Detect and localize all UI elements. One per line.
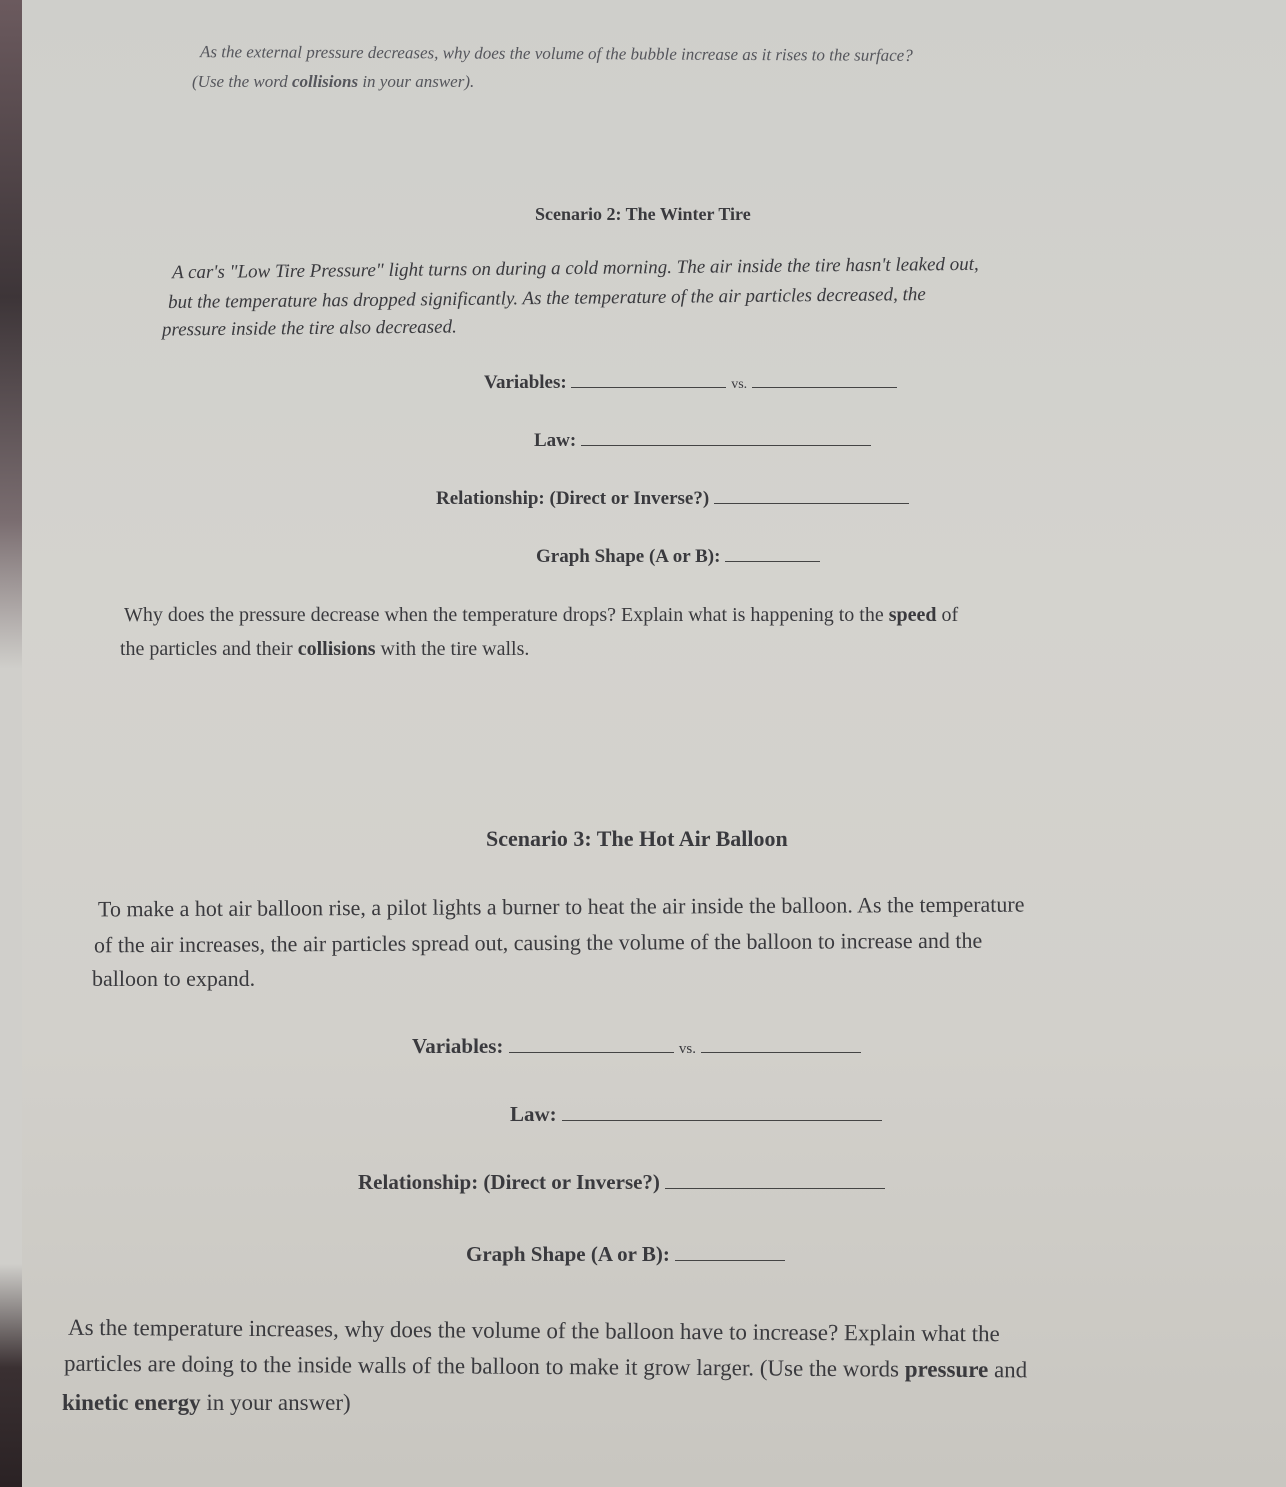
variable-2-blank[interactable] [701,1052,861,1053]
relationship-row [436,488,909,510]
text: in your answer) [200,1390,351,1415]
variable-2-blank[interactable] [752,387,897,388]
vs-text: vs. [731,377,748,392]
graph-blank[interactable] [675,1260,785,1261]
vs-text: vs. [678,1041,696,1057]
keyword: collisions [297,638,376,660]
law-row [510,1102,882,1127]
relationship-blank[interactable] [665,1188,885,1189]
text: (Use the word [192,72,292,91]
keyword: kinetic energy [62,1390,201,1415]
question-instruction [192,72,474,92]
label: Law: [510,1102,557,1126]
paragraph-line: but the temperature has dropped significantly. As the temperature of the air particles decreased, the [167,284,926,313]
law-row [534,430,871,452]
question-line [62,1390,351,1416]
paragraph-line: of the air increases, the air particles spread out, causing the volume of the balloon to increase and the [93,927,983,958]
text: and [988,1357,1028,1383]
scenario-title: Scenario 3: The Hot Air Balloon [486,826,788,851]
question-text: As the external pressure decreases, why does the volume of the bubble increase as it rises to the surface? [199,42,913,65]
question-line: As the temperature increases, why does the volume of the balloon have to increase? Explain what the [67,1314,1000,1347]
label: Graph Shape (A or B): [466,1242,670,1266]
paragraph-line: To make a hot air balloon rise, a pilot lights a burner to heat the air inside the balloon. As the temperature [97,891,1025,922]
variable-1-blank[interactable] [571,387,726,388]
keyword: collisions [291,72,359,91]
graph-blank[interactable] [725,561,820,562]
graph-row [536,546,820,568]
scenario-title: Scenario 2: The Winter Tire [535,204,751,224]
keyword: speed [888,604,937,626]
label: Graph Shape (A or B): [536,546,721,567]
law-blank[interactable] [562,1120,882,1121]
label: Variables: [412,1034,504,1058]
paragraph-line: balloon to expand. [92,966,256,991]
variables-row [484,372,897,394]
text: in your answer). [358,72,475,91]
question-line [64,1351,1027,1384]
variables-row [412,1034,861,1059]
question-line [120,638,529,661]
text: the particles and their [120,638,298,660]
photo-edge [0,0,22,1487]
question-line [124,604,958,627]
text: of [936,604,959,626]
paragraph-line: A car's "Low Tire Pressure" light turns on during a cold morning. The air inside the tire hasn't leaked out, [171,253,979,284]
label: Law: [534,430,577,451]
text: particles are doing to the inside walls of the balloon to make it grow larger. (Use the words [63,1350,905,1382]
law-blank[interactable] [581,445,871,446]
graph-row [466,1242,785,1267]
label: Variables: [484,372,567,393]
relationship-blank[interactable] [714,503,909,504]
variable-1-blank[interactable] [509,1052,674,1053]
label: Relationship: (Direct or Inverse?) [436,488,710,509]
text: with the tire walls. [375,638,530,660]
paragraph-line: pressure inside the tire also decreased. [161,316,457,341]
label: Relationship: (Direct or Inverse?) [358,1170,660,1194]
keyword: pressure [904,1356,989,1383]
text: Why does the pressure decrease when the temperature drops? Explain what is happening to the [124,604,889,626]
relationship-row [358,1170,885,1195]
